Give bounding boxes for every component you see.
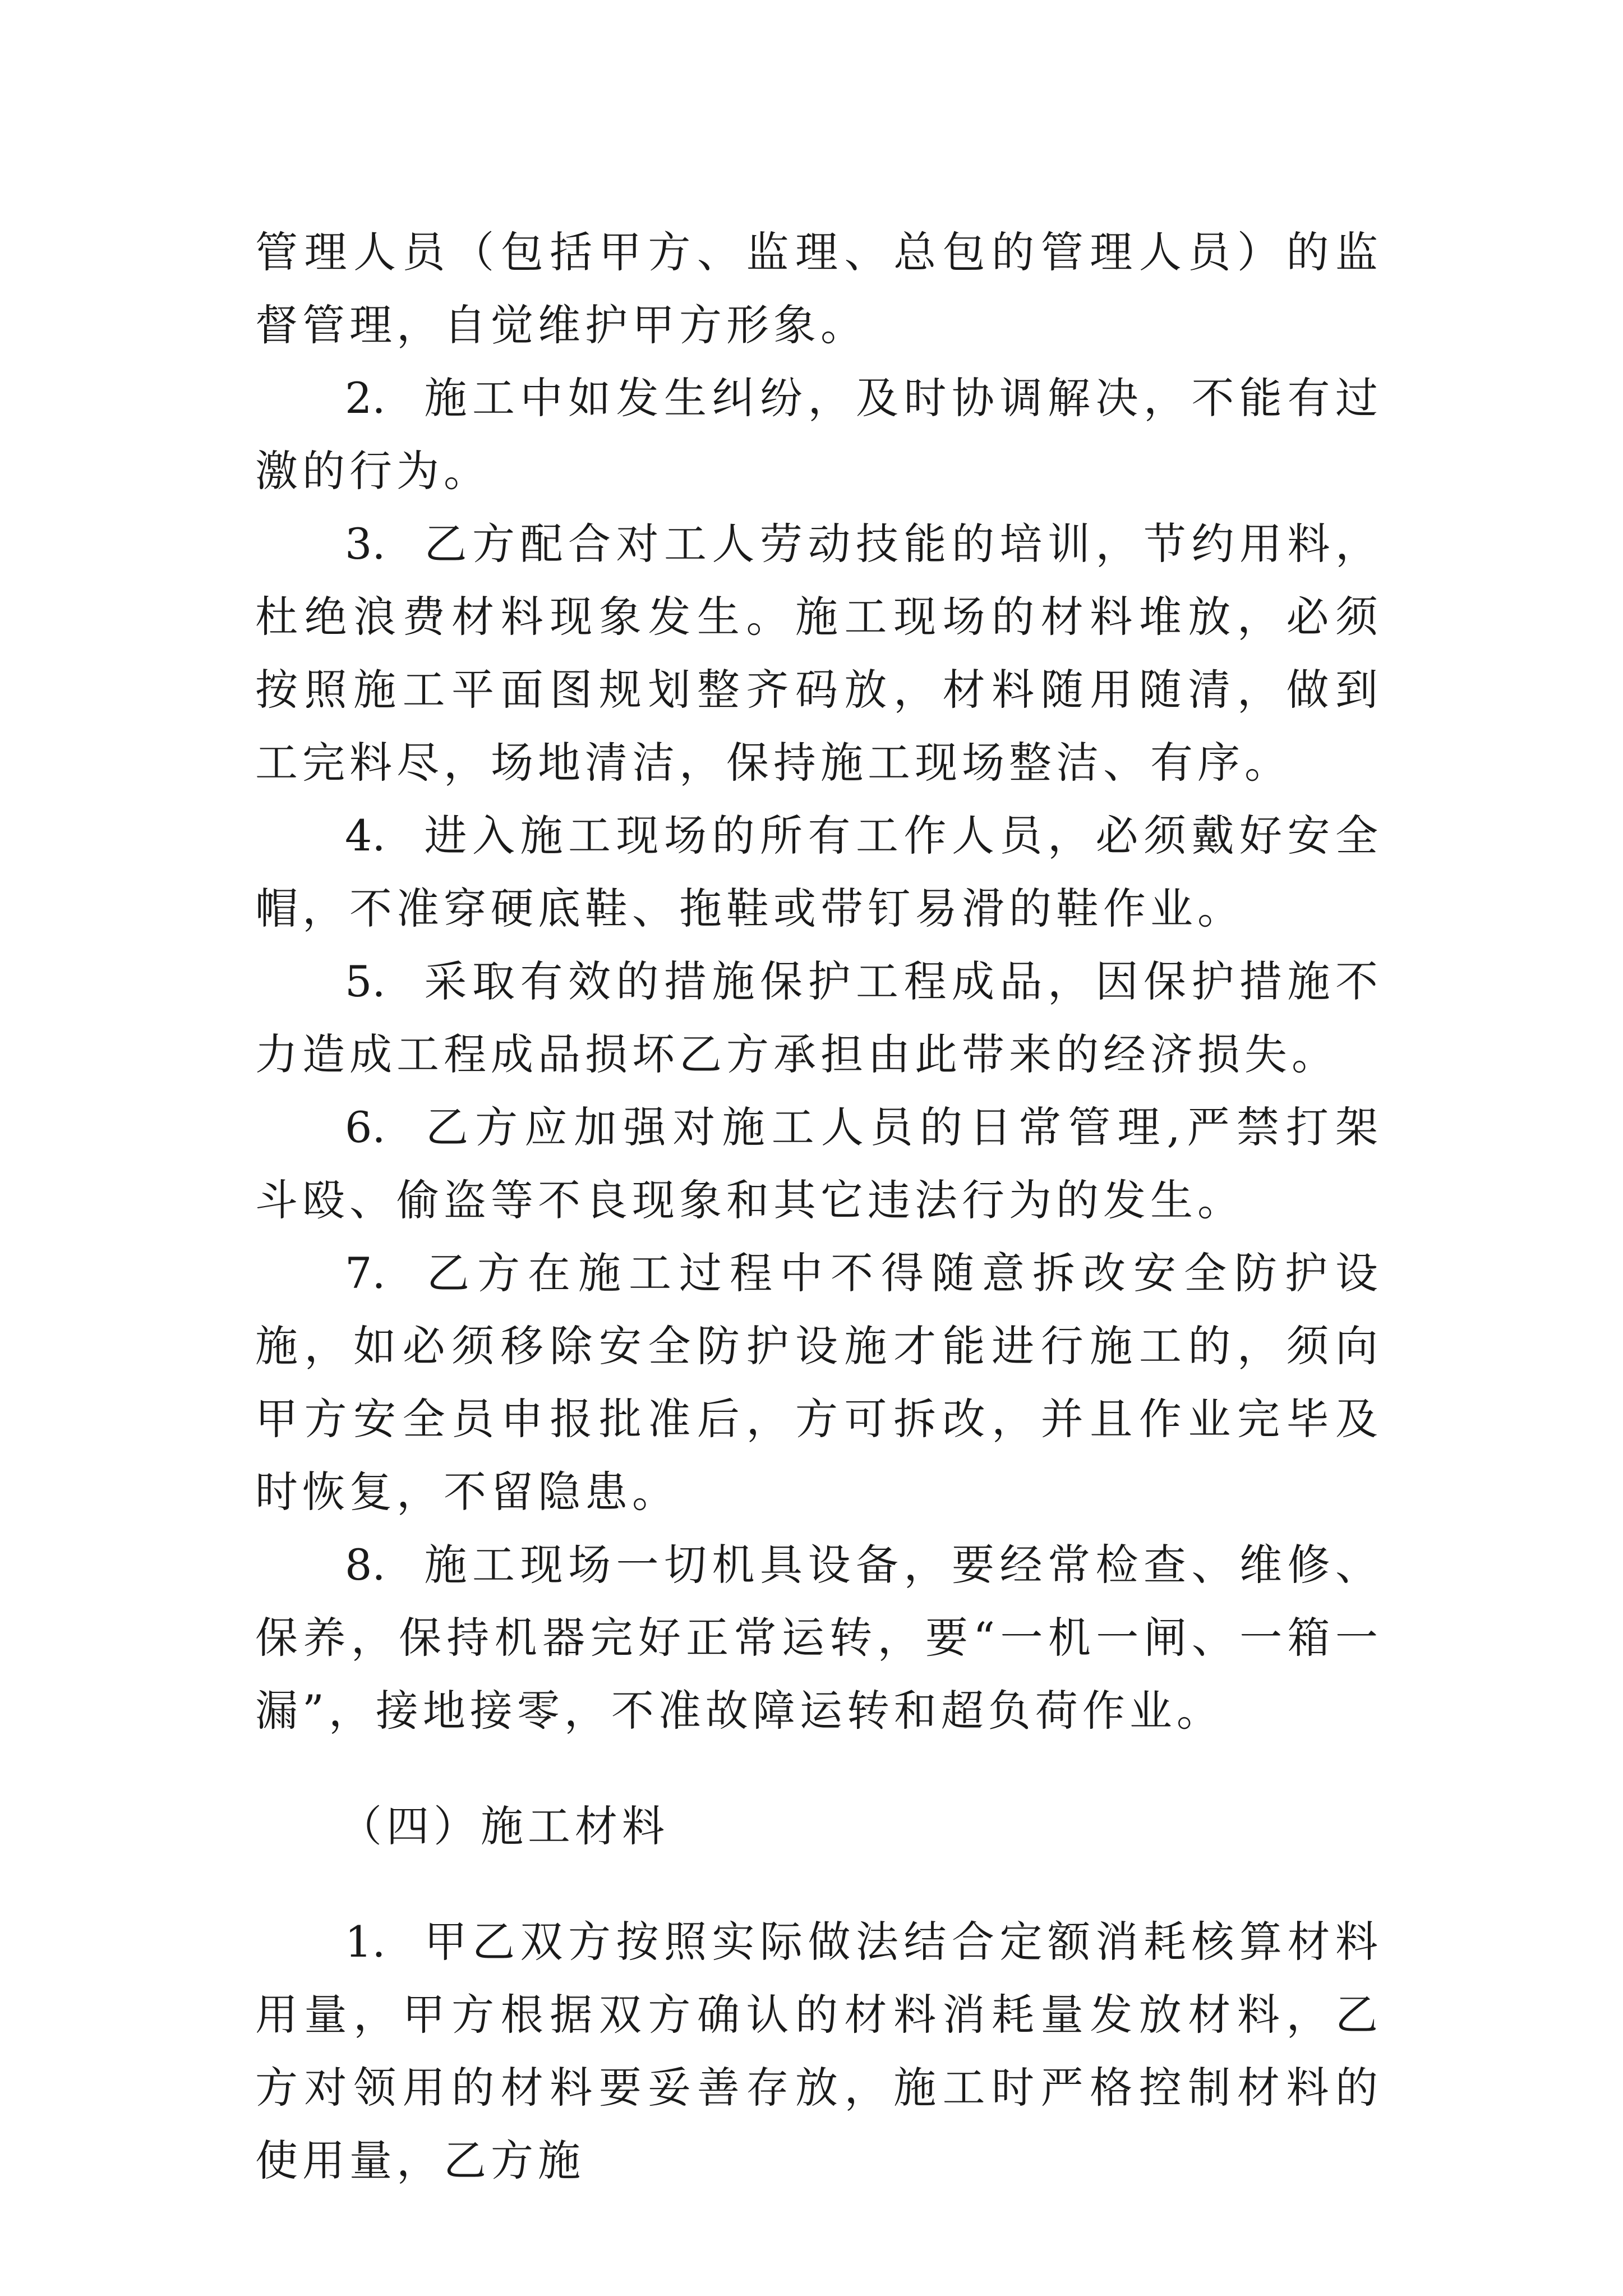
item-number: 1. xyxy=(345,1917,386,1967)
item-text: 乙方应加强对施工人员的日常管理,严禁打架斗殴、偷盗等不良现象和其它违法行为的发生。 xyxy=(255,1102,1382,1225)
list-item-1 xyxy=(255,1906,1382,2197)
list-item-2 xyxy=(255,362,1382,508)
list-item-8 xyxy=(255,1529,1382,1747)
item-text: 采取有效的措施保护工程成品，因保护措施不力造成工程成品损坏乙方承担由此带来的经济损失。 xyxy=(255,956,1382,1079)
item-text: 施工现场一切机具设备，要经常检查、维修、保养，保持机器完好正常运转，要“一机一闸、一箱一漏”，接地接零，不准故障运转和超负荷作业。 xyxy=(255,1540,1382,1736)
item-text: 甲乙双方按照实际做法结合定额消耗核算材料用量，甲方根据双方确认的材料消耗量发放材料，乙方对领用的材料要妥善存放，施工时严格控制材料的使用量，乙方施 xyxy=(255,1917,1382,2185)
document-body xyxy=(255,216,1382,2197)
item-text: 进入施工现场的所有工作人员，必须戴好安全帽，不准穿硬底鞋、拖鞋或带钉易滑的鞋作业。 xyxy=(255,811,1382,933)
item-number: 3. xyxy=(345,519,386,569)
item-text: 乙方配合对工人劳动技能的培训，节约用料，杜绝浪费材料现象发生。施工现场的材料堆放，必须按照施工平面图规划整齐码放，材料随用随清，做到工完料尽，场地清洁，保持施工现场整洁、有序。 xyxy=(255,519,1382,788)
item-number: 2. xyxy=(345,373,386,423)
item-number: 8. xyxy=(345,1540,386,1590)
paragraph-continuation: 管理人员（包括甲方、监理、总包的管理人员）的监督管理，自觉维护甲方形象。 xyxy=(255,227,1382,350)
item-number: 5. xyxy=(345,956,386,1006)
list-item-7 xyxy=(255,1237,1382,1529)
list-item-6 xyxy=(255,1091,1382,1237)
section-heading: （四）施工材料 xyxy=(339,1801,669,1851)
item-text: 乙方在施工过程中不得随意拆改安全防护设施，如必须移除安全防护设施才能进行施工的，须向甲方安全员申报批准后，方可拆改，并且作业完毕及时恢复，不留隐患。 xyxy=(255,1248,1382,1517)
item-number: 4. xyxy=(345,811,386,861)
list-item-4 xyxy=(255,799,1382,945)
item-text: 施工中如发生纠纷，及时协调解决，不能有过激的行为。 xyxy=(255,373,1382,496)
list-item-5 xyxy=(255,945,1382,1091)
item-number: 7. xyxy=(345,1248,386,1298)
item-number: 6. xyxy=(345,1102,386,1152)
list-item-3 xyxy=(255,508,1382,799)
